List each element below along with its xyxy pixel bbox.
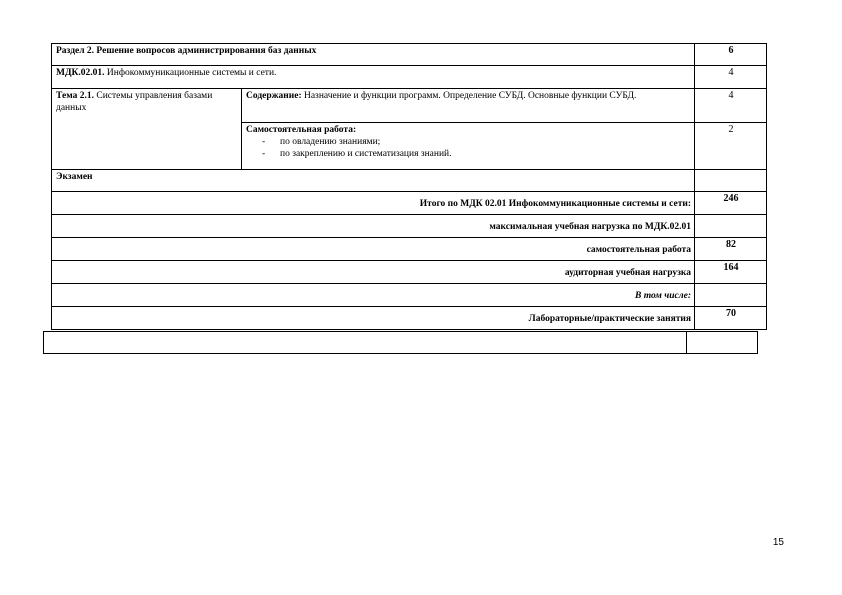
max-load-label: максимальная учебная нагрузка по МДК.02.01 (52, 215, 695, 238)
labs-hours: 70 (695, 307, 767, 330)
section-title: Раздел 2. Решение вопросов администрирования баз данных (52, 44, 695, 66)
self-work-cell (242, 123, 695, 170)
content-label: Содержание: (246, 91, 302, 101)
labs-label: Лабораторные/практические занятия (52, 307, 695, 330)
topic-cell (52, 89, 242, 170)
content-text: Назначение и функции программ. Определение СУБД. Основные функции СУБД. (301, 91, 637, 101)
max-load-row (52, 215, 767, 238)
mdk-code: МДК.02.01. (56, 68, 105, 78)
mdk-name: Инфокоммуникационные системы и сети. (104, 68, 277, 78)
self-study-label: самостоятельная работа (52, 238, 695, 261)
topic-code: Тема 2.1. (56, 91, 94, 101)
total-label: Итого по МДК 02.01 Инфокоммуникационные системы и сети: (52, 192, 695, 215)
total-row (52, 192, 767, 215)
list-item (246, 148, 691, 160)
mdk-cell (52, 66, 695, 89)
self-study-row (52, 238, 767, 261)
class-load-label: аудиторная учебная нагрузка (52, 261, 695, 284)
mdk-hours: 4 (695, 66, 767, 89)
empty-cell (44, 332, 687, 353)
self-work-item: по овладению знаниями; (280, 137, 381, 147)
mdk-row (52, 66, 767, 89)
class-load-row (52, 261, 767, 284)
empty-cell (687, 332, 757, 353)
topic-name: Системы управления базами данных (56, 91, 213, 113)
section-hours: 6 (695, 44, 767, 66)
self-work-label: Самостоятельная работа: (246, 125, 357, 135)
empty-trailing-row (43, 331, 758, 354)
exam-hours (695, 170, 767, 192)
content-hours: 4 (695, 89, 767, 123)
exam-row (52, 170, 767, 192)
self-study-hours: 82 (695, 238, 767, 261)
including-label: В том числе: (52, 284, 695, 307)
page-number: 15 (772, 537, 784, 548)
content-cell (242, 89, 695, 123)
including-hours (695, 284, 767, 307)
list-item (246, 136, 691, 148)
curriculum-table (51, 43, 767, 330)
section-row (52, 44, 767, 66)
total-hours: 246 (695, 192, 767, 215)
dash-marker: - (262, 137, 266, 147)
self-work-item: по закреплению и систематизация знаний. (280, 149, 452, 159)
including-row (52, 284, 767, 307)
self-work-hours: 2 (695, 123, 767, 170)
topic-content-row (52, 89, 767, 123)
max-load-hours (695, 215, 767, 238)
labs-row (52, 307, 767, 330)
self-work-list (246, 136, 691, 160)
class-load-hours: 164 (695, 261, 767, 284)
exam-label: Экзамен (52, 170, 695, 192)
dash-marker: - (262, 149, 266, 159)
